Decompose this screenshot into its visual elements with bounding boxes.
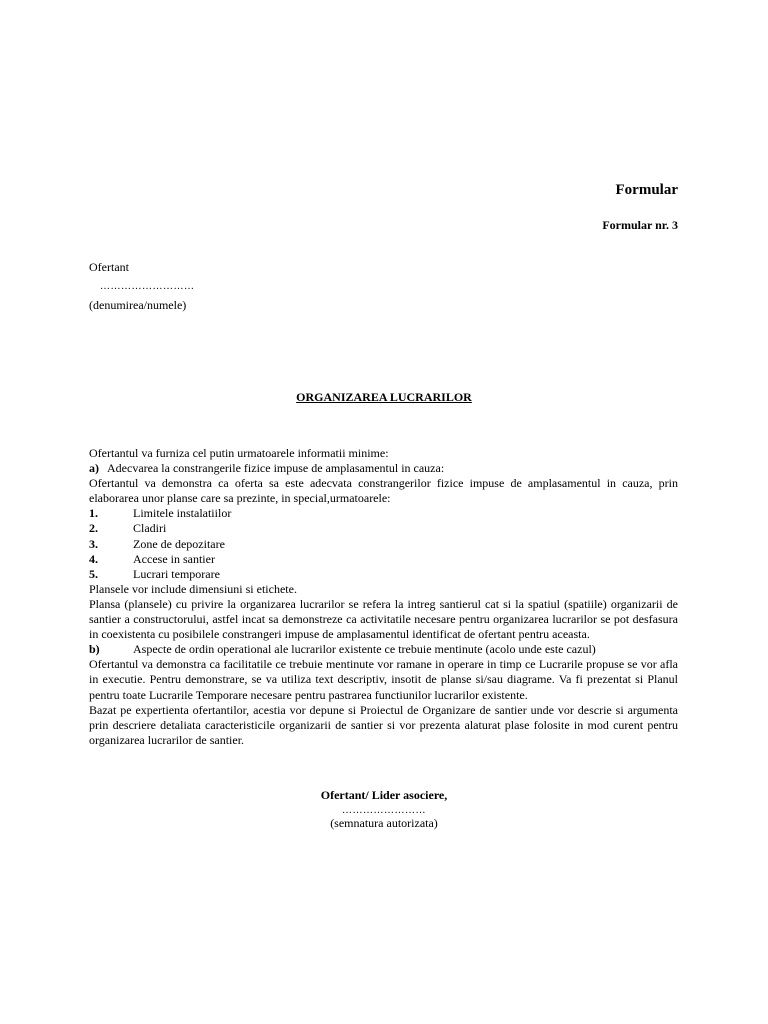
list-item-number: 2. [89,521,98,536]
point-a-paragraph: Ofertantul va demonstra ca oferta sa este adecvata constrangerilor fizice impuse de amplasamentul in cauza, prin elaborarea unor planse care sa prezinte, in special,urmatoarele: [89,476,678,506]
formular-number: Formular nr. 3 [602,218,678,232]
planse-paragraph: Plansele vor include dimensiuni si etichete. [89,581,297,596]
point-a [89,461,678,476]
ofertant-label: Ofertant [89,260,129,274]
list-item-text: Accese in santier [133,551,215,566]
signature-dots: …………………… [342,805,426,816]
list-item [89,521,678,536]
list-item [89,506,678,521]
list-item-number: 1. [89,506,98,521]
list-item-text: Lucrari temporare [133,566,220,581]
point-b-paragraph: Ofertantul va demonstra ca facilitatile ce trebuie mentinute vor ramane in operare in timp ce Lucrarile propuse se vor afla in executie. Pentru demonstrare, se va utiliza text descriptiv, insotit de planse si/sau diagrame. Va fi prezentat si Planul pentru toate Lucrarile Temporare necesare pentru pastrarea functiunilor lucrarilor existente. [89,657,678,702]
signature-title: Ofertant/ Lider asociere, [320,788,448,802]
intro-paragraph: Ofertantul va furniza cel putin urmatoarele informatii minime: [89,446,389,460]
point-a-label: a) [89,461,99,476]
plansa-paragraph: Plansa (plansele) cu privire la organizarea lucrarilor se refera la intreg santierul cat si la spatiul (spatiile) organizarii de santier a constructorului, astfel incat sa demonstreze ca activitatile necesare pentru organizarea lucrarilor se pot desfasura in coexistenta cu posibilele constrangeri impuse de amplasamentul identificat de ofertant pentru aceasta. [89,596,678,642]
point-a-text: Adecvarea la constrangerile fizice impuse de amplasamentul in cauza: [107,461,445,476]
list-item [89,567,678,582]
signature-label: (semnatura autorizata) [330,816,438,830]
signature-block [0,788,768,831]
point-b [89,642,678,657]
list-item-text: Limitele instalatiilor [133,506,232,521]
list-item-number: 4. [89,551,98,566]
point-b-label: b) [89,642,100,657]
section-heading: ORGANIZAREA LUCRARILOR [296,390,472,404]
list-item-number: 3. [89,536,98,551]
ofertant-name-hint: (denumirea/numele) [89,298,187,312]
document-body [89,446,678,748]
list-item [89,552,678,567]
list-item-text: Zone de depozitare [133,536,225,551]
list-item-text: Cladiri [133,521,167,536]
ofertant-dots: ……………………… [100,281,195,292]
list-item-number: 5. [89,566,98,581]
formular-title: Formular [615,182,678,198]
bazat-paragraph: Bazat pe expertienta ofertantilor, acestia vor depune si Proiectul de Organizare de santier unde vor descrie si argumenta prin descriere detaliata caracteristicile organizarii de santier si vor prezenta alaturat plase folosite in mod curent pentru organizarea lucrarilor de santier. [89,702,678,747]
list-item [89,537,678,552]
point-b-text: Aspecte de ordin operational ale lucrarilor existente ce trebuie mentinute (acolo unde este cazul) [133,642,596,657]
